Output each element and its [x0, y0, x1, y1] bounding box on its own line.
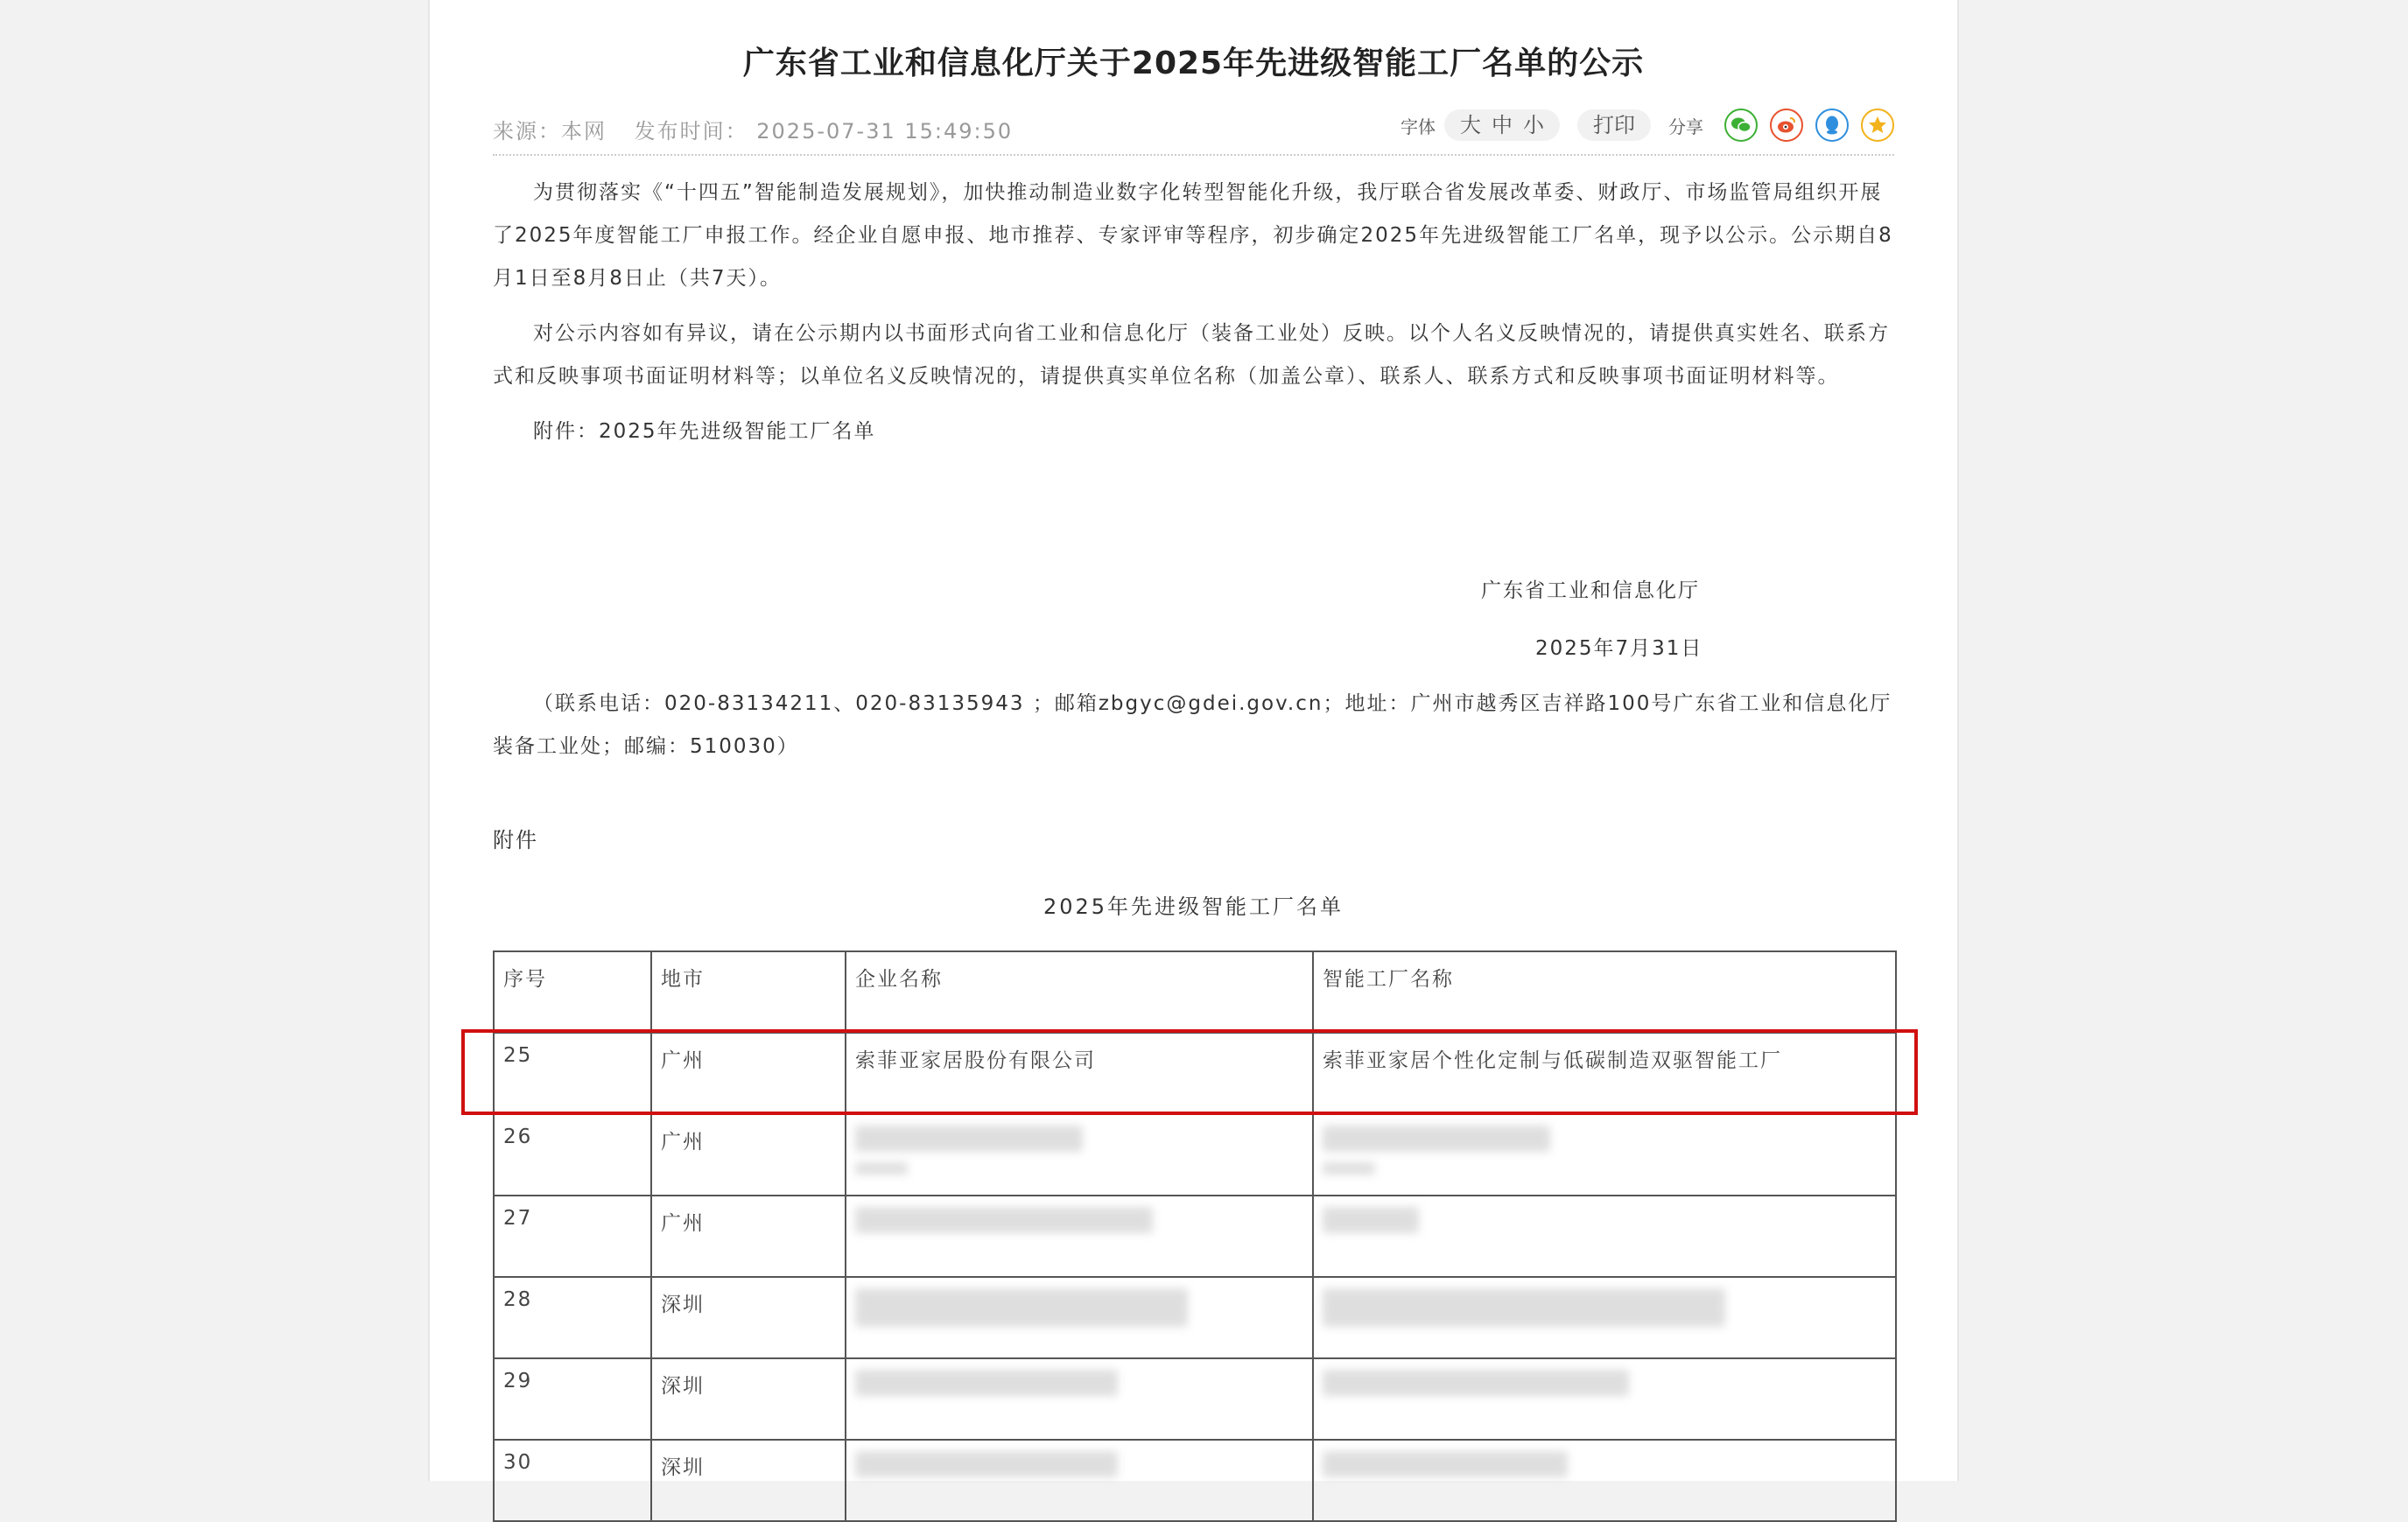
cell-company: 索菲亚家居股份有限公司	[846, 1033, 1313, 1114]
article-source: 来源：本网	[493, 119, 607, 144]
redacted-text-blur	[855, 1162, 908, 1175]
cell-no: 26	[494, 1114, 651, 1196]
redacted-text-blur	[1323, 1207, 1419, 1233]
redacted-text-blur	[855, 1126, 1083, 1152]
signature-org: 广东省工业和信息化厅	[1481, 579, 1700, 602]
favorite-icon[interactable]	[1861, 109, 1894, 142]
cell-company-redacted	[846, 1114, 1313, 1196]
article-body	[493, 172, 1894, 466]
attachment-heading: 附件	[493, 828, 538, 852]
font-size-label: 字体	[1401, 116, 1436, 137]
cell-no: 25	[494, 1033, 651, 1114]
font-size-small-button[interactable]: 小	[1523, 113, 1544, 137]
contact-info: （联系电话：020-83134211、020-83135943 ；邮箱zbgyc@gdei.gov.cn；地址：广州市越秀区吉祥路100号广东省工业和信息化厅装备工业处；邮编：510030）	[493, 692, 1892, 758]
cell-company-redacted	[846, 1358, 1313, 1440]
table-row	[494, 1277, 1896, 1358]
cell-factory: 索菲亚家居个性化定制与低碳制造双驱智能工厂	[1313, 1033, 1896, 1114]
cell-city: 广州	[651, 1033, 846, 1114]
redacted-text-blur	[855, 1451, 1118, 1477]
header-cell-city: 地市	[651, 951, 846, 1033]
article-meta-bar	[493, 105, 1894, 156]
print-button-label: 打印	[1593, 113, 1635, 137]
table-row	[494, 1196, 1896, 1277]
redacted-text-blur	[855, 1207, 1153, 1233]
font-size-switcher	[1444, 109, 1560, 141]
cell-city: 深圳	[651, 1358, 846, 1440]
cell-company-redacted	[846, 1196, 1313, 1277]
redacted-text-blur	[1323, 1370, 1629, 1396]
table-row	[494, 1033, 1896, 1114]
body-paragraph: 为贯彻落实《“十四五”智能制造发展规划》，加快推动制造业数字化转型智能化升级，我厅联合省发展改革委、财政厅、市场监管局组织开展了2025年度智能工厂申报工作。经企业自愿申报、地市推荐、专家评审等程序，初步确定2025年先进级智能工厂名单，现予以公示。公示期自8月1日至8月8日止（共7天）。	[493, 181, 1893, 290]
share-label: 分享	[1668, 116, 1703, 137]
redacted-text-blur	[1323, 1451, 1568, 1477]
qq-icon[interactable]	[1815, 109, 1849, 142]
table-header-row	[494, 951, 1896, 1033]
cell-company-redacted	[846, 1277, 1313, 1358]
cell-city: 深圳	[651, 1440, 846, 1521]
article-source-info	[493, 114, 1032, 144]
table-row	[494, 1358, 1896, 1440]
table-row	[494, 1114, 1896, 1196]
scrollbar[interactable]	[2399, 0, 2408, 1481]
page-title: 广东省工业和信息化厅关于2025年先进级智能工厂名单的公示	[742, 46, 1645, 81]
cell-factory-redacted	[1313, 1114, 1896, 1196]
article-tools	[1401, 105, 1894, 145]
wechat-icon[interactable]	[1724, 109, 1758, 142]
article-publish-time: 发布时间： 2025-07-31 15:49:50	[634, 119, 1014, 144]
cell-city: 广州	[651, 1196, 846, 1277]
cell-no: 29	[494, 1358, 651, 1440]
cell-factory-redacted	[1313, 1358, 1896, 1440]
cell-factory-redacted	[1313, 1277, 1896, 1358]
redacted-text-blur	[1323, 1162, 1375, 1175]
cell-city: 深圳	[651, 1277, 846, 1358]
header-cell-no: 序号	[494, 951, 651, 1033]
weibo-icon[interactable]	[1770, 109, 1803, 142]
article-page	[428, 0, 1959, 1481]
print-button[interactable]	[1577, 109, 1651, 141]
factory-list-table	[493, 950, 1897, 1522]
cell-factory-redacted	[1313, 1196, 1896, 1277]
table-title: 2025年先进级智能工厂名单	[1043, 894, 1344, 919]
signature-date: 2025年7月31日	[1535, 637, 1703, 660]
cell-no: 27	[494, 1196, 651, 1277]
attachment-link[interactable]: 附件：2025年先进级智能工厂名单	[533, 420, 876, 443]
cell-no: 28	[494, 1277, 651, 1358]
redacted-text-blur	[1323, 1126, 1550, 1152]
font-size-medium-button[interactable]: 中	[1492, 113, 1513, 137]
body-paragraph: 对公示内容如有异议，请在公示期内以书面形式向省工业和信息化厅（装备工业处）反映。以个人名义反映情况的，请提供真实姓名、联系方式和反映事项书面证明材料等；以单位名义反映情况的，请提供真实单位名称（加盖公章）、联系人、联系方式和反映事项书面证明材料等。	[493, 322, 1890, 388]
font-size-large-button[interactable]: 大	[1460, 113, 1481, 137]
cell-city: 广州	[651, 1114, 846, 1196]
header-cell-factory: 智能工厂名称	[1313, 951, 1896, 1033]
header-cell-company: 企业名称	[846, 951, 1313, 1033]
redacted-text-blur	[855, 1288, 1188, 1327]
redacted-text-blur	[1323, 1288, 1725, 1327]
redacted-text-blur	[855, 1370, 1118, 1396]
cell-no: 30	[494, 1440, 651, 1521]
